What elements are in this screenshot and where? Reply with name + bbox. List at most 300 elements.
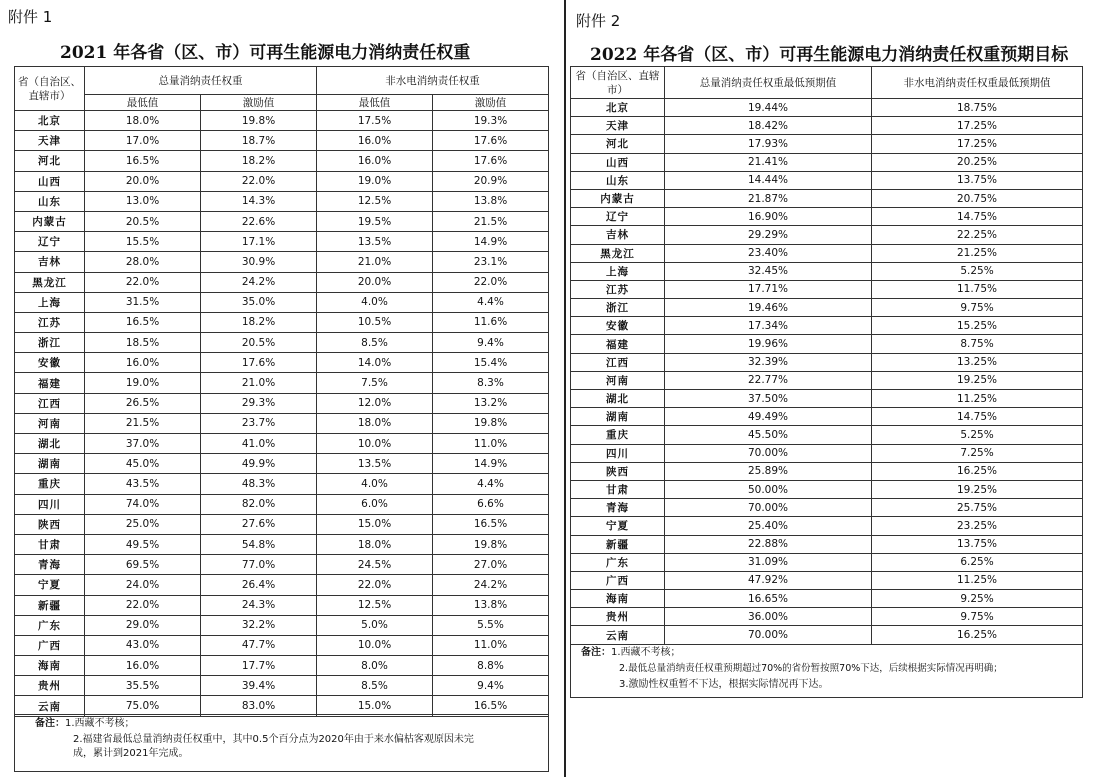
nonhydro-incentive-cell: 17.6%	[433, 131, 549, 151]
total-expected-cell: 50.00%	[665, 480, 872, 498]
notes-label: 备注：	[581, 647, 611, 658]
nonhydro-expected-cell: 23.25%	[872, 517, 1083, 535]
total-expected-cell: 18.42%	[665, 117, 872, 135]
total-min-cell: 22.0%	[85, 595, 201, 615]
attachment-1-title: 2021 年各省（区、市）可再生能源电力消纳责任权重	[60, 43, 471, 63]
nonhydro-min-cell: 15.0%	[317, 696, 433, 716]
province-cell: 青海	[571, 499, 665, 517]
nonhydro-incentive-cell: 9.4%	[433, 676, 549, 696]
table-row	[15, 434, 549, 454]
total-expected-cell: 45.50%	[665, 426, 872, 444]
province-cell: 辽宁	[571, 208, 665, 226]
nonhydro-min-cell: 10.5%	[317, 312, 433, 332]
total-incentive-cell: 35.0%	[201, 292, 317, 312]
total-min-cell: 28.0%	[85, 252, 201, 272]
nonhydro-incentive-cell: 15.4%	[433, 353, 549, 373]
total-expected-cell: 32.45%	[665, 262, 872, 280]
header-nonhydro-incentive: 激励值	[433, 95, 549, 111]
province-cell: 甘肃	[571, 480, 665, 498]
table-row	[15, 656, 549, 676]
table-row	[15, 111, 549, 131]
nonhydro-min-cell: 4.0%	[317, 474, 433, 494]
table-row	[571, 353, 1083, 371]
nonhydro-incentive-cell: 16.5%	[433, 514, 549, 534]
total-min-cell: 31.5%	[85, 292, 201, 312]
total-min-cell: 69.5%	[85, 555, 201, 575]
table-row	[571, 335, 1083, 353]
total-incentive-cell: 82.0%	[201, 494, 317, 514]
nonhydro-incentive-cell: 27.0%	[433, 555, 549, 575]
table-row	[571, 135, 1083, 153]
table-row	[15, 413, 549, 433]
table-2022-targets	[570, 66, 1083, 645]
table-row	[15, 494, 549, 514]
total-expected-cell: 70.00%	[665, 499, 872, 517]
table-row	[571, 590, 1083, 608]
province-cell: 浙江	[571, 299, 665, 317]
nonhydro-min-cell: 21.0%	[317, 252, 433, 272]
table-row	[571, 280, 1083, 298]
note-3: 3.激励性权重暂不下达，根据实际情况再下达。	[619, 679, 829, 690]
table-row	[571, 262, 1083, 280]
total-expected-cell: 36.00%	[665, 608, 872, 626]
nonhydro-expected-cell: 19.25%	[872, 371, 1083, 389]
province-cell: 上海	[571, 262, 665, 280]
table-row	[571, 299, 1083, 317]
province-cell: 江苏	[571, 280, 665, 298]
province-cell: 辽宁	[15, 232, 85, 252]
note-2: 2.最低总量消纳责任权重预期超过70%的省份暂按照70%下达，后续根据实际情况再明确；	[619, 663, 1003, 674]
province-cell: 河北	[571, 135, 665, 153]
province-cell: 黑龙江	[15, 272, 85, 292]
total-incentive-cell: 20.5%	[201, 333, 317, 353]
province-cell: 宁夏	[571, 517, 665, 535]
table-row	[571, 499, 1083, 517]
total-expected-cell: 23.40%	[665, 244, 872, 262]
province-cell: 甘肃	[15, 534, 85, 554]
province-cell: 天津	[571, 117, 665, 135]
total-min-cell: 16.0%	[85, 656, 201, 676]
nonhydro-min-cell: 16.0%	[317, 131, 433, 151]
nonhydro-expected-cell: 13.75%	[872, 171, 1083, 189]
nonhydro-min-cell: 5.0%	[317, 615, 433, 635]
table-row	[571, 317, 1083, 335]
province-cell: 福建	[15, 373, 85, 393]
total-expected-cell: 21.41%	[665, 153, 872, 171]
total-incentive-cell: 24.3%	[201, 595, 317, 615]
notes-2021	[14, 714, 549, 772]
province-cell: 云南	[571, 626, 665, 644]
table-row	[571, 462, 1083, 480]
province-cell: 江西	[15, 393, 85, 413]
table-row	[571, 244, 1083, 262]
total-expected-cell: 22.88%	[665, 535, 872, 553]
total-min-cell: 75.0%	[85, 696, 201, 716]
total-expected-cell: 25.89%	[665, 462, 872, 480]
nonhydro-min-cell: 8.5%	[317, 676, 433, 696]
note-1: 1.西藏不考核；	[65, 718, 135, 729]
province-cell: 湖南	[15, 454, 85, 474]
total-expected-cell: 17.71%	[665, 280, 872, 298]
nonhydro-expected-cell: 17.25%	[872, 117, 1083, 135]
total-min-cell: 74.0%	[85, 494, 201, 514]
table-row	[15, 575, 549, 595]
province-cell: 山西	[15, 171, 85, 191]
total-min-cell: 17.0%	[85, 131, 201, 151]
total-min-cell: 16.0%	[85, 353, 201, 373]
note-1: 1.西藏不考核；	[611, 647, 681, 658]
table-row	[15, 676, 549, 696]
table-row	[571, 517, 1083, 535]
nonhydro-incentive-cell: 19.3%	[433, 111, 549, 131]
total-incentive-cell: 77.0%	[201, 555, 317, 575]
total-incentive-cell: 23.7%	[201, 413, 317, 433]
province-cell: 陕西	[571, 462, 665, 480]
nonhydro-incentive-cell: 23.1%	[433, 252, 549, 272]
province-cell: 山西	[571, 153, 665, 171]
total-expected-cell: 25.40%	[665, 517, 872, 535]
total-incentive-cell: 22.0%	[201, 171, 317, 191]
province-cell: 河南	[15, 413, 85, 433]
province-cell: 安徽	[571, 317, 665, 335]
nonhydro-min-cell: 12.0%	[317, 393, 433, 413]
nonhydro-expected-cell: 16.25%	[872, 626, 1083, 644]
attachment-1-label: 附件 1	[8, 8, 53, 26]
nonhydro-expected-cell: 22.25%	[872, 226, 1083, 244]
header-province: 省（自治区、直辖市）	[15, 67, 85, 111]
table-row	[15, 635, 549, 655]
total-expected-cell: 17.34%	[665, 317, 872, 335]
nonhydro-min-cell: 7.5%	[317, 373, 433, 393]
total-min-cell: 26.5%	[85, 393, 201, 413]
note-2: 2.福建省最低总量消纳责任权重中，其中0.5个百分点为2020年由于来水偏枯客观原因未完	[73, 734, 474, 745]
total-min-cell: 19.0%	[85, 373, 201, 393]
nonhydro-expected-cell: 19.25%	[872, 480, 1083, 498]
total-expected-cell: 14.44%	[665, 171, 872, 189]
total-min-cell: 15.5%	[85, 232, 201, 252]
province-cell: 云南	[15, 696, 85, 716]
total-incentive-cell: 41.0%	[201, 434, 317, 454]
total-min-cell: 13.0%	[85, 191, 201, 211]
nonhydro-min-cell: 15.0%	[317, 514, 433, 534]
total-incentive-cell: 18.7%	[201, 131, 317, 151]
header-province: 省（自治区、直辖市）	[571, 67, 665, 99]
table-row	[15, 595, 549, 615]
header-nonhydro: 非水电消纳责任权重	[317, 67, 549, 95]
nonhydro-expected-cell: 20.75%	[872, 189, 1083, 207]
table-row	[571, 226, 1083, 244]
nonhydro-expected-cell: 9.25%	[872, 590, 1083, 608]
table-2021-weights	[14, 66, 549, 717]
total-expected-cell: 37.50%	[665, 390, 872, 408]
table-row	[15, 232, 549, 252]
table-row	[571, 408, 1083, 426]
province-cell: 河北	[15, 151, 85, 171]
province-cell: 海南	[571, 590, 665, 608]
nonhydro-expected-cell: 11.75%	[872, 280, 1083, 298]
attachment-2-title: 2022 年各省（区、市）可再生能源电力消纳责任权重预期目标	[590, 45, 1069, 65]
nonhydro-expected-cell: 9.75%	[872, 299, 1083, 317]
total-expected-cell: 22.77%	[665, 371, 872, 389]
note-3: 成，累计到2021年完成。	[73, 748, 189, 759]
header-total-incentive: 激励值	[201, 95, 317, 111]
nonhydro-min-cell: 4.0%	[317, 292, 433, 312]
nonhydro-expected-cell: 13.25%	[872, 353, 1083, 371]
nonhydro-min-cell: 12.5%	[317, 191, 433, 211]
total-min-cell: 18.5%	[85, 333, 201, 353]
province-cell: 福建	[571, 335, 665, 353]
total-expected-cell: 21.87%	[665, 189, 872, 207]
total-min-cell: 20.0%	[85, 171, 201, 191]
total-expected-cell: 16.65%	[665, 590, 872, 608]
table-row	[15, 131, 549, 151]
header-nonhydro-min: 最低值	[317, 95, 433, 111]
nonhydro-expected-cell: 8.75%	[872, 335, 1083, 353]
province-cell: 江苏	[15, 312, 85, 332]
total-min-cell: 18.0%	[85, 111, 201, 131]
header-total: 总量消纳责任权重	[85, 67, 317, 95]
nonhydro-min-cell: 17.5%	[317, 111, 433, 131]
table-row	[571, 444, 1083, 462]
nonhydro-min-cell: 19.5%	[317, 211, 433, 231]
nonhydro-min-cell: 6.0%	[317, 494, 433, 514]
nonhydro-expected-cell: 20.25%	[872, 153, 1083, 171]
nonhydro-min-cell: 10.0%	[317, 635, 433, 655]
province-cell: 黑龙江	[571, 244, 665, 262]
nonhydro-min-cell: 18.0%	[317, 534, 433, 554]
total-incentive-cell: 24.2%	[201, 272, 317, 292]
table-row	[571, 117, 1083, 135]
nonhydro-expected-cell: 15.25%	[872, 317, 1083, 335]
province-cell: 浙江	[15, 333, 85, 353]
nonhydro-min-cell: 8.5%	[317, 333, 433, 353]
nonhydro-expected-cell: 5.25%	[872, 426, 1083, 444]
nonhydro-incentive-cell: 20.9%	[433, 171, 549, 191]
attachment-2-label: 附件 2	[576, 12, 621, 30]
nonhydro-incentive-cell: 8.3%	[433, 373, 549, 393]
table-row	[15, 312, 549, 332]
total-min-cell: 16.5%	[85, 312, 201, 332]
table-row	[571, 189, 1083, 207]
table-row	[15, 534, 549, 554]
total-min-cell: 43.5%	[85, 474, 201, 494]
table-row	[15, 211, 549, 231]
province-cell: 四川	[15, 494, 85, 514]
nonhydro-incentive-cell: 9.4%	[433, 333, 549, 353]
total-expected-cell: 19.96%	[665, 335, 872, 353]
total-incentive-cell: 49.9%	[201, 454, 317, 474]
nonhydro-expected-cell: 14.75%	[872, 208, 1083, 226]
nonhydro-incentive-cell: 13.8%	[433, 191, 549, 211]
province-cell: 吉林	[15, 252, 85, 272]
nonhydro-expected-cell: 18.75%	[872, 99, 1083, 117]
table-row	[15, 393, 549, 413]
province-cell: 重庆	[571, 426, 665, 444]
province-cell: 广东	[571, 553, 665, 571]
nonhydro-min-cell: 8.0%	[317, 656, 433, 676]
total-expected-cell: 70.00%	[665, 626, 872, 644]
total-expected-cell: 32.39%	[665, 353, 872, 371]
table-row	[15, 272, 549, 292]
nonhydro-incentive-cell: 22.0%	[433, 272, 549, 292]
province-cell: 湖北	[15, 434, 85, 454]
nonhydro-expected-cell: 5.25%	[872, 262, 1083, 280]
total-expected-cell: 31.09%	[665, 553, 872, 571]
nonhydro-incentive-cell: 21.5%	[433, 211, 549, 231]
province-cell: 四川	[571, 444, 665, 462]
total-min-cell: 35.5%	[85, 676, 201, 696]
table-row	[571, 553, 1083, 571]
total-incentive-cell: 19.8%	[201, 111, 317, 131]
total-incentive-cell: 18.2%	[201, 151, 317, 171]
nonhydro-incentive-cell: 8.8%	[433, 656, 549, 676]
nonhydro-min-cell: 18.0%	[317, 413, 433, 433]
province-cell: 海南	[15, 656, 85, 676]
total-expected-cell: 16.90%	[665, 208, 872, 226]
nonhydro-min-cell: 19.0%	[317, 171, 433, 191]
nonhydro-min-cell: 14.0%	[317, 353, 433, 373]
total-expected-cell: 70.00%	[665, 444, 872, 462]
table-row	[571, 99, 1083, 117]
province-cell: 内蒙古	[15, 211, 85, 231]
table-row	[15, 353, 549, 373]
total-min-cell: 43.0%	[85, 635, 201, 655]
nonhydro-incentive-cell: 19.8%	[433, 534, 549, 554]
total-min-cell: 21.5%	[85, 413, 201, 433]
total-incentive-cell: 21.0%	[201, 373, 317, 393]
province-cell: 陕西	[15, 514, 85, 534]
total-incentive-cell: 22.6%	[201, 211, 317, 231]
table-row	[15, 151, 549, 171]
province-cell: 新疆	[15, 595, 85, 615]
province-cell: 重庆	[15, 474, 85, 494]
total-incentive-cell: 14.3%	[201, 191, 317, 211]
province-cell: 广东	[15, 615, 85, 635]
total-expected-cell: 19.44%	[665, 99, 872, 117]
nonhydro-expected-cell: 14.75%	[872, 408, 1083, 426]
nonhydro-incentive-cell: 6.6%	[433, 494, 549, 514]
total-incentive-cell: 39.4%	[201, 676, 317, 696]
total-min-cell: 20.5%	[85, 211, 201, 231]
nonhydro-incentive-cell: 13.8%	[433, 595, 549, 615]
header-total-min: 最低值	[85, 95, 201, 111]
total-incentive-cell: 54.8%	[201, 534, 317, 554]
province-cell: 青海	[15, 555, 85, 575]
province-cell: 湖南	[571, 408, 665, 426]
panel-divider	[564, 0, 566, 777]
nonhydro-expected-cell: 25.75%	[872, 499, 1083, 517]
total-min-cell: 49.5%	[85, 534, 201, 554]
nonhydro-min-cell: 16.0%	[317, 151, 433, 171]
province-cell: 宁夏	[15, 575, 85, 595]
header-total-expected: 总量消纳责任权重最低预期值	[665, 67, 872, 99]
nonhydro-min-cell: 20.0%	[317, 272, 433, 292]
total-incentive-cell: 29.3%	[201, 393, 317, 413]
nonhydro-incentive-cell: 13.2%	[433, 393, 549, 413]
nonhydro-incentive-cell: 19.8%	[433, 413, 549, 433]
total-min-cell: 24.0%	[85, 575, 201, 595]
total-incentive-cell: 48.3%	[201, 474, 317, 494]
province-cell: 贵州	[15, 676, 85, 696]
table-row	[15, 191, 549, 211]
nonhydro-incentive-cell: 24.2%	[433, 575, 549, 595]
nonhydro-min-cell: 13.5%	[317, 454, 433, 474]
total-incentive-cell: 32.2%	[201, 615, 317, 635]
nonhydro-min-cell: 10.0%	[317, 434, 433, 454]
province-cell: 湖北	[571, 390, 665, 408]
nonhydro-incentive-cell: 14.9%	[433, 454, 549, 474]
total-incentive-cell: 17.7%	[201, 656, 317, 676]
nonhydro-min-cell: 22.0%	[317, 575, 433, 595]
province-cell: 广西	[15, 635, 85, 655]
nonhydro-expected-cell: 7.25%	[872, 444, 1083, 462]
nonhydro-incentive-cell: 11.0%	[433, 635, 549, 655]
total-expected-cell: 19.46%	[665, 299, 872, 317]
nonhydro-incentive-cell: 4.4%	[433, 292, 549, 312]
nonhydro-min-cell: 12.5%	[317, 595, 433, 615]
notes-label: 备注：	[35, 718, 65, 729]
total-min-cell: 16.5%	[85, 151, 201, 171]
table-row	[571, 171, 1083, 189]
province-cell: 北京	[571, 99, 665, 117]
province-cell: 河南	[571, 371, 665, 389]
table-row	[571, 390, 1083, 408]
nonhydro-expected-cell: 16.25%	[872, 462, 1083, 480]
table-row	[15, 474, 549, 494]
total-incentive-cell: 26.4%	[201, 575, 317, 595]
total-min-cell: 22.0%	[85, 272, 201, 292]
nonhydro-incentive-cell: 4.4%	[433, 474, 549, 494]
table-row	[15, 454, 549, 474]
table-row	[571, 571, 1083, 589]
province-cell: 安徽	[15, 353, 85, 373]
table-row	[15, 333, 549, 353]
nonhydro-expected-cell: 17.25%	[872, 135, 1083, 153]
table-row	[571, 208, 1083, 226]
nonhydro-incentive-cell: 11.0%	[433, 434, 549, 454]
total-incentive-cell: 18.2%	[201, 312, 317, 332]
notes-2022	[570, 644, 1083, 698]
total-min-cell: 29.0%	[85, 615, 201, 635]
nonhydro-incentive-cell: 11.6%	[433, 312, 549, 332]
total-min-cell: 25.0%	[85, 514, 201, 534]
total-incentive-cell: 27.6%	[201, 514, 317, 534]
province-cell: 北京	[15, 111, 85, 131]
province-cell: 吉林	[571, 226, 665, 244]
nonhydro-expected-cell: 13.75%	[872, 535, 1083, 553]
province-cell: 新疆	[571, 535, 665, 553]
nonhydro-expected-cell: 6.25%	[872, 553, 1083, 571]
total-expected-cell: 17.93%	[665, 135, 872, 153]
table-row	[571, 426, 1083, 444]
total-incentive-cell: 83.0%	[201, 696, 317, 716]
table-row	[15, 252, 549, 272]
province-cell: 广西	[571, 571, 665, 589]
table-row	[15, 615, 549, 635]
nonhydro-incentive-cell: 17.6%	[433, 151, 549, 171]
total-incentive-cell: 17.6%	[201, 353, 317, 373]
province-cell: 上海	[15, 292, 85, 312]
total-expected-cell: 49.49%	[665, 408, 872, 426]
total-incentive-cell: 47.7%	[201, 635, 317, 655]
table-row	[15, 292, 549, 312]
total-incentive-cell: 30.9%	[201, 252, 317, 272]
nonhydro-expected-cell: 21.25%	[872, 244, 1083, 262]
nonhydro-expected-cell: 9.75%	[872, 608, 1083, 626]
table-row	[15, 171, 549, 191]
province-cell: 贵州	[571, 608, 665, 626]
nonhydro-incentive-cell: 5.5%	[433, 615, 549, 635]
